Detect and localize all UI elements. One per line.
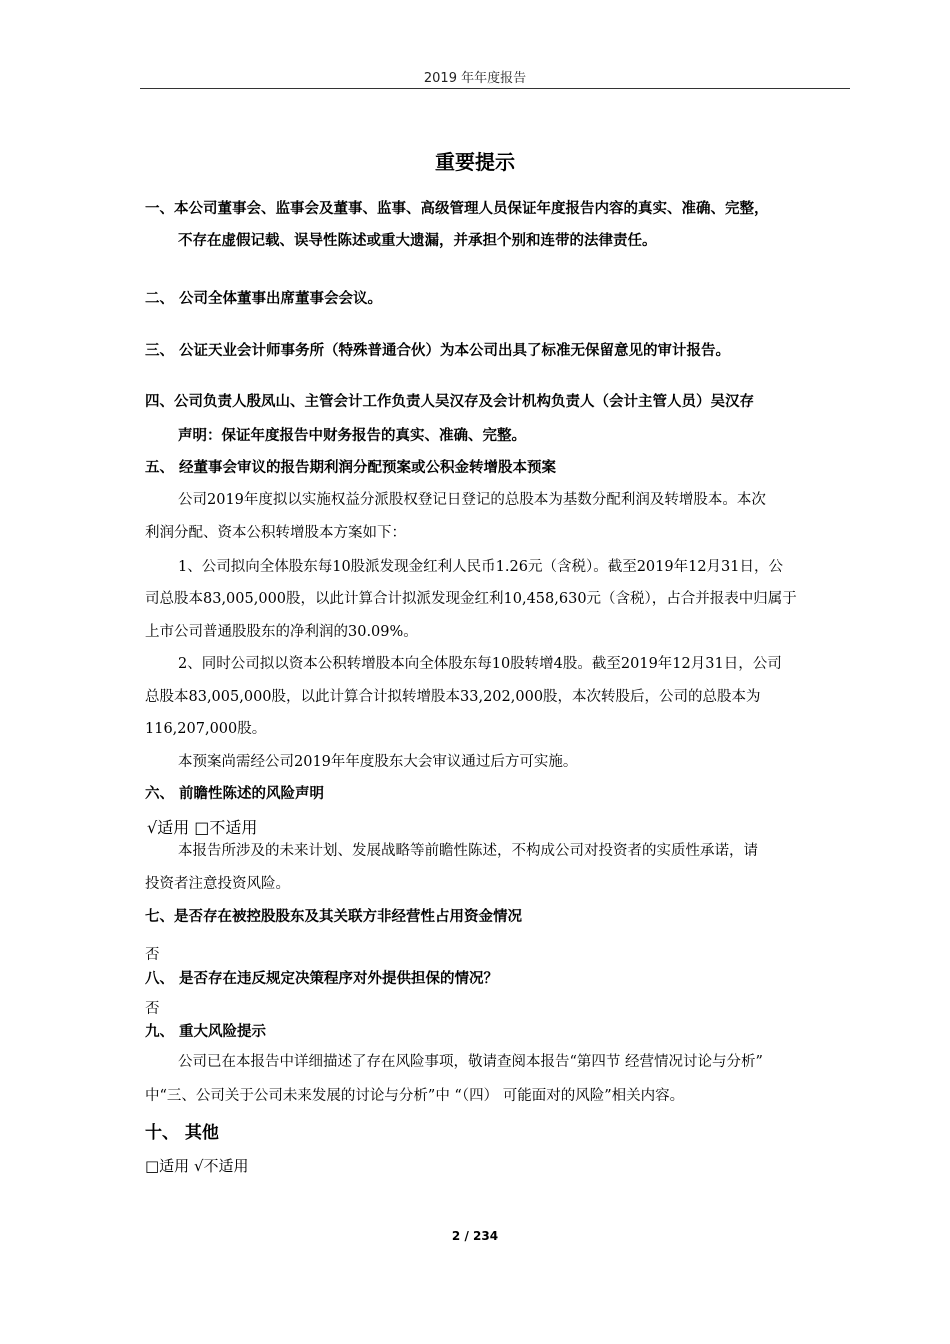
section-10-applicability: □适用 √不适用	[145, 1157, 249, 1175]
section-5-p2-line-3: 上市公司普通股股东的净利润的30.09%。	[145, 624, 418, 640]
section-8-heading: 八、 是否存在违反规定决策程序对外提供担保的情况？	[145, 971, 499, 987]
section-3: 三、 公证天业会计师事务所（特殊普通合伙）为本公司出具了标准无保留意见的审计报告。	[145, 343, 731, 359]
page-number: 2 / 234	[451, 1229, 499, 1243]
section-6-heading: 六、 前瞻性陈述的风险声明	[145, 786, 325, 802]
section-10-heading: 十、 其他	[145, 1123, 219, 1143]
section-5-p1-line-1: 公司2019年度拟以实施权益分派股权登记日登记的总股本为基数分配利润及转增股本。本次	[178, 492, 766, 508]
section-5-p2-line-2: 司总股本83,005,000股，以此计算合计拟派发现金红利10,458,630元（含税），占合并报表中归属于	[145, 591, 797, 607]
section-9-p-line-1: 公司已在本报告中详细描述了存在风险事项，敬请查阅本报告“第四节 经营情况讨论与分析”	[178, 1054, 763, 1070]
section-9-heading: 九、 重大风险提示	[145, 1024, 267, 1040]
section-2: 二、 公司全体董事出席董事会会议。	[145, 291, 383, 307]
section-7-answer: 否	[145, 947, 160, 963]
section-1-line-1: 一、本公司董事会、监事会及董事、监事、高级管理人员保证年度报告内容的真实、准确、完整，	[145, 201, 769, 217]
section-7-heading: 七、是否存在被控股股东及其关联方非经营性占用资金情况	[145, 909, 522, 925]
section-4-line-1: 四、公司负责人殷凤山、主管会计工作负责人吴汉存及会计机构负责人（会计主管人员）吴汉存	[145, 394, 754, 410]
section-1-line-2: 不存在虚假记载、误导性陈述或重大遗漏，并承担个别和连带的法律责任。	[178, 233, 657, 249]
section-6-p-line-1: 本报告所涉及的未来计划、发展战略等前瞻性陈述，不构成公司对投资者的实质性承诺，请	[178, 843, 758, 859]
section-5-p3-line-1: 2、同时公司拟以资本公积转增股本向全体股东每10股转增4股。截至2019年12月31日，公司	[178, 656, 782, 672]
section-4-line-2: 声明：保证年度报告中财务报告的真实、准确、完整。	[178, 428, 526, 444]
section-6-applicability: √适用 □不适用	[147, 818, 258, 837]
section-5-heading: 五、 经董事会审议的报告期利润分配预案或公积金转增股本预案	[145, 460, 557, 476]
section-9-p-line-2: 中“三、公司关于公司未来发展的讨论与分析”中 “（四） 可能面对的风险”相关内容。	[145, 1088, 685, 1104]
section-5-p2-line-1: 1、公司拟向全体股东每10股派发现金红利人民币1.26元（含税）。截至2019年12月31日，公	[178, 559, 784, 575]
section-5-p3-line-3: 116,207,000股。	[145, 721, 267, 737]
section-8-answer: 否	[145, 1001, 160, 1017]
section-5-p3-line-2: 总股本83,005,000股，以此计算合计拟转增股本33,202,000股，本次转股后，公司的总股本为	[145, 689, 761, 705]
page-header: 2019 年年度报告	[423, 71, 527, 86]
section-6-p-line-2: 投资者注意投资风险。	[145, 876, 290, 892]
section-5-p4: 本预案尚需经公司2019年年度股东大会审议通过后方可实施。	[178, 754, 578, 770]
section-5-p1-line-2: 利润分配、资本公积转增股本方案如下：	[145, 525, 406, 541]
page-title: 重要提示	[435, 150, 515, 174]
header-divider	[140, 88, 850, 89]
